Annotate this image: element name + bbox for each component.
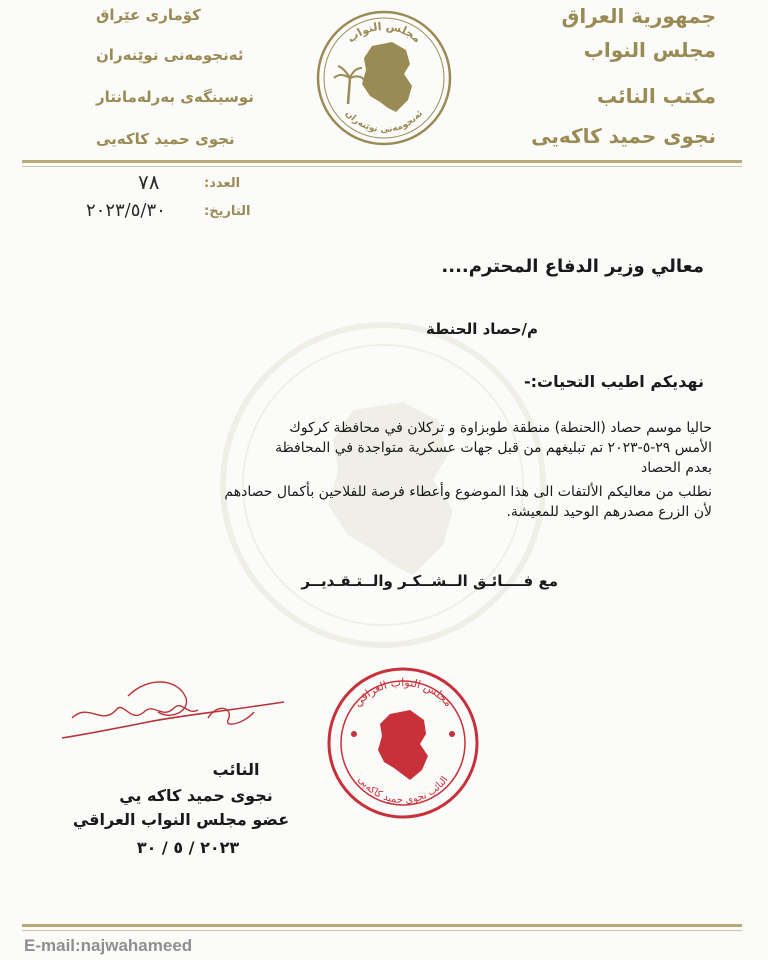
stamp-ring-text: مجلس النواب العراقي xyxy=(351,675,456,710)
signature-date: ٢٠٢٣ / ٥ / ٣٠ xyxy=(136,838,240,857)
letter-subject: م/حصاد الحنطة xyxy=(425,320,538,338)
letterhead-right-line-1: جمهورية العراق xyxy=(561,4,716,28)
emblem-top-text: مجلس النواب xyxy=(344,19,424,46)
paragraph-line: بعدم الحصاد xyxy=(641,460,712,476)
footer-divider-thin xyxy=(22,930,742,931)
letterhead-right-line-4: نجوى حميد كاكەيى xyxy=(531,124,716,148)
signatory-title: النائب xyxy=(212,760,260,779)
letterhead-right-line-2: مجلس النواب xyxy=(583,38,716,62)
paragraph-line: نطلب من معاليكم الألتفات الى هذا الموضوع وأعطاء فرصة للفلاحين بأكمال حصادهم xyxy=(224,484,712,500)
parliament-emblem-logo xyxy=(314,8,454,148)
handwritten-signature xyxy=(58,672,288,752)
reference-number-label: العدد: xyxy=(204,176,241,191)
letterhead-divider-thin xyxy=(22,166,742,167)
reference-date-value: ٢٠٢٣/٥/٣٠ xyxy=(86,200,166,221)
letterhead-divider xyxy=(22,160,742,163)
emblem-bottom-text: ئەنجومەنی نوێنەران xyxy=(342,108,426,136)
reference-number-value: ٧٨ xyxy=(138,170,160,194)
letterhead-right-line-3: مكتب النائب xyxy=(596,84,716,108)
stamp-inner-text: النائب نجوى حميد كاكەيى xyxy=(355,774,451,807)
letterhead-left-line-4: نجوی حميد كاكەيى xyxy=(96,130,235,148)
signatory-name: نجوى حميد كاكه يي xyxy=(119,786,273,805)
letter-greeting: نهديكم اطيب التحيات:- xyxy=(523,372,704,391)
letterhead-left-line-3: نوسینگەی بەرلەمانتار xyxy=(96,88,254,106)
letter-closing: مع فــــائـق الــشــكـر والــتـقـديــر xyxy=(301,572,558,590)
paragraph-line: لأن الزرع مصدرهم الوحيد للمعيشة. xyxy=(506,504,712,520)
paragraph-line: الأمس ٢٩-٥-٢٠٢٣ تم تبليغهم من قبل جهات عسكرية متواجدة في المحافظة xyxy=(275,440,712,456)
official-red-stamp xyxy=(324,664,482,822)
paragraph-line: حاليا موسم حصاد (الحنطة) منطقة طوبزاوة و تركلان في محافظة كركوك xyxy=(289,420,712,436)
footer-email: E-mail:najwahameed xyxy=(24,936,193,955)
footer-divider xyxy=(22,924,742,927)
svg-text:النائب نجوى حميد كاكەيى xyxy=(355,774,450,806)
letterhead-left-line-2: ئەنجومەنی نوێنەران xyxy=(96,46,244,64)
svg-text:مجلس النواب العراقي xyxy=(351,676,455,710)
svg-text:مجلس النواب xyxy=(345,20,424,46)
letter-salutation: معالي وزير الدفاع المحترم.... xyxy=(441,256,704,277)
letterhead-left-line-1: كۆماری عێراق xyxy=(96,6,201,24)
reference-date-label: التاريخ: xyxy=(204,204,251,219)
signatory-position: عضو مجلس النواب العراقي xyxy=(72,810,290,829)
